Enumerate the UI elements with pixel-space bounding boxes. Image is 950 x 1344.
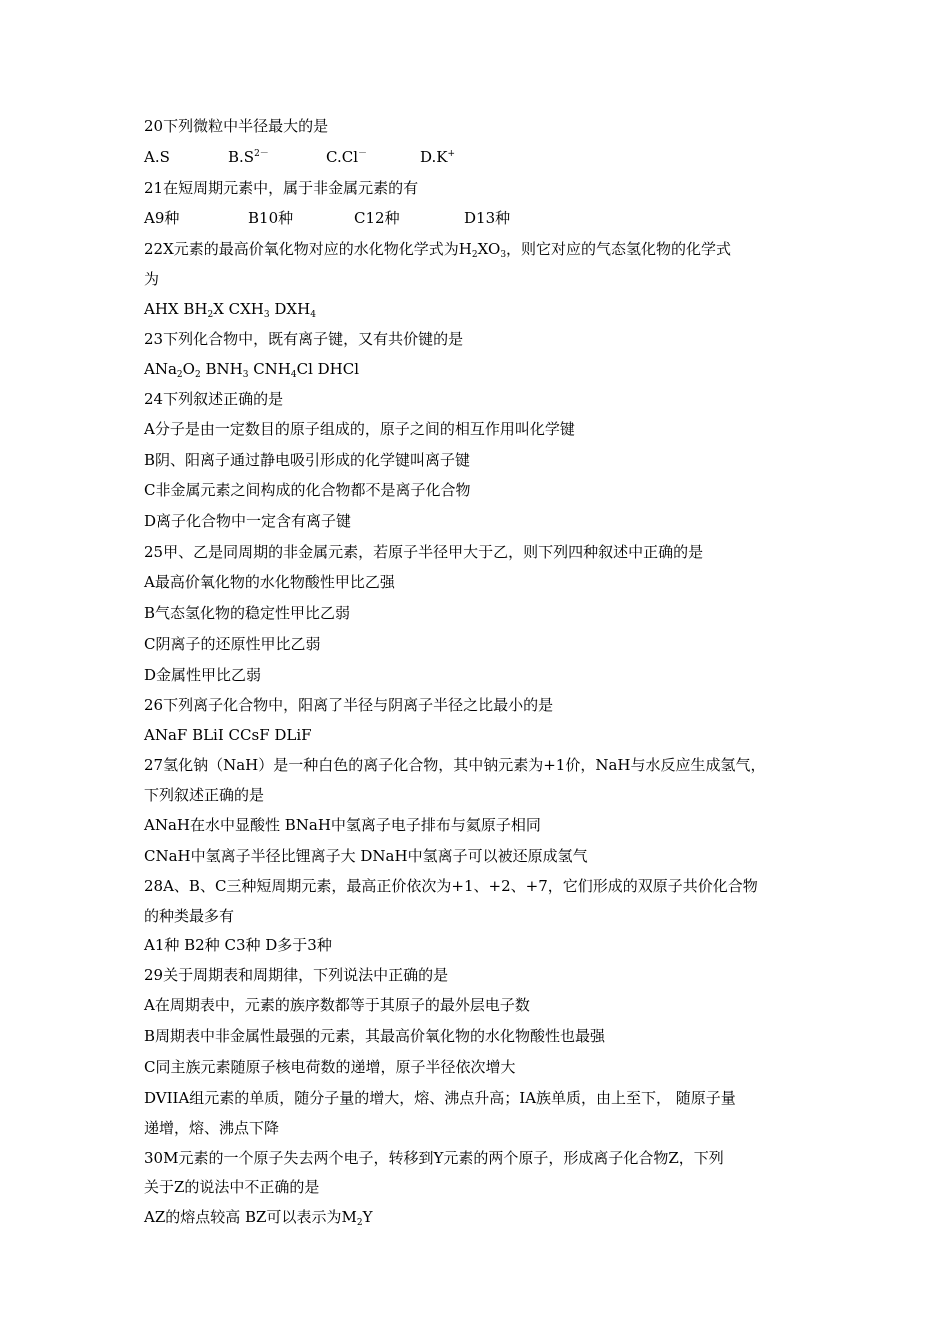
q25-option-c: C阴离子的还原性甲比乙弱	[144, 635, 321, 653]
q28-options: A1种 B2种 C3种 D多于3种	[144, 936, 332, 954]
q25-stem: 25甲、乙是同周期的非金属元素，若原子半径甲大于乙，则下列四种叙述中正确的是	[144, 543, 704, 561]
q20-option-c: C.Cl－	[326, 148, 368, 166]
q29-option-c: C同主族元素随原子核电荷数的递增，原子半径依次增大	[144, 1058, 516, 1076]
q20-option-d: D.K+	[420, 148, 456, 166]
q22-options: AHX $BH_2X$ $CXH_3$ $DXH_4$	[144, 300, 316, 320]
q24-option-a: A分子是由一定数目的原子组成的，原子之间的相互作用叫化学键	[144, 420, 575, 438]
q26-options: ANaF BLiI CCsF DLiF	[144, 726, 312, 744]
q27-stem: 27氢化钠（NaH）是一种白色的离子化合物，其中钠元素为+1价，NaH与水反应生成氢气，	[144, 756, 766, 774]
q23-options: $ANa_2O_2$ $BNH_3$ $CNH_4Cl$ DHCl	[144, 360, 360, 380]
q25-option-d: D金属性甲比乙弱	[144, 666, 262, 684]
q23-stem: 23下列化合物中，既有离子键，又有共价键的是	[144, 330, 464, 348]
q29-stem: 29关于周期表和周期律，下列说法中正确的是	[144, 966, 449, 984]
q21-option-d: D13种	[464, 209, 511, 227]
q25-option-a: A最高价氧化物的水化物酸性甲比乙强	[144, 573, 395, 591]
q20-option-b: $B.S^{2-}$	[228, 148, 269, 166]
q30-stem: 30M元素的一个原子失去两个电子，转移到Y元素的两个原子，形成离子化合物Z，下列	[144, 1149, 724, 1167]
q24-option-c: C非金属元素之间构成的化合物都不是离子化合物	[144, 481, 471, 499]
q25-option-b: B气态氢化物的稳定性甲比乙弱	[144, 604, 351, 622]
q27-stem-line2: 下列叙述正确的是	[144, 786, 265, 804]
q24-option-b: B阴、阳离子通过静电吸引形成的化学键叫离子键	[144, 451, 471, 469]
q30-options: AZ的熔点较高 BZ可以表示为$M_2Y$	[144, 1208, 373, 1228]
q20-stem: 20下列微粒中半径最大的是	[144, 117, 329, 135]
q24-stem: 24下列叙述正确的是	[144, 390, 284, 408]
q21-option-b: B10种	[248, 209, 294, 227]
q24-option-d: D离子化合物中一定含有离子键	[144, 512, 352, 530]
q28-stem-line2: 的种类最多有	[144, 907, 235, 925]
q26-stem: 26下列离子化合物中，阳离了半径与阴离子半径之比最小的是	[144, 696, 554, 714]
q30-stem-line2: 关于Z的说法中不正确的是	[144, 1178, 320, 1196]
q21-stem: 21在短周期元素中，属于非金属元素的有	[144, 179, 419, 197]
q22-stem-line2: 为	[144, 270, 160, 288]
q27-options-ab: ANaH在水中显酸性 BNaH中氢离子电子排布与氦原子相同	[144, 816, 541, 834]
q20-option-a: A.S	[144, 148, 170, 166]
q27-options-cd: CNaH中氢离子半径比锂离子大 DNaH中氢离子可以被还原成氢气	[144, 847, 588, 865]
q21-option-c: C12种	[354, 209, 400, 227]
q20-options	[144, 147, 455, 167]
q29-option-b: B周期表中非金属性最强的元素，其最高价氧化物的水化物酸性也最强	[144, 1027, 606, 1045]
q29-option-a: A在周期表中，元素的族序数都等于其原子的最外层电子数	[144, 996, 530, 1014]
q28-stem: 28A、B、C三种短周期元素，最高正价依次为+1、+2、+7，它们形成的双原子共价化合物	[144, 877, 758, 895]
q21-options	[144, 208, 510, 228]
q22-stem: 22X元素的最高价氧化物对应的水化物化学式为$H_2XO_3$，则它对应的气态氢化物的化学式	[144, 240, 732, 260]
q29-option-d-line2: 递增，熔、沸点下降	[144, 1119, 280, 1137]
q29-option-d: DVIIA组元素的单质，随分子量的增大，熔、沸点升高；IA族单质，由上至下， 随原子量	[144, 1089, 736, 1107]
q21-option-a: A9种	[144, 209, 180, 227]
